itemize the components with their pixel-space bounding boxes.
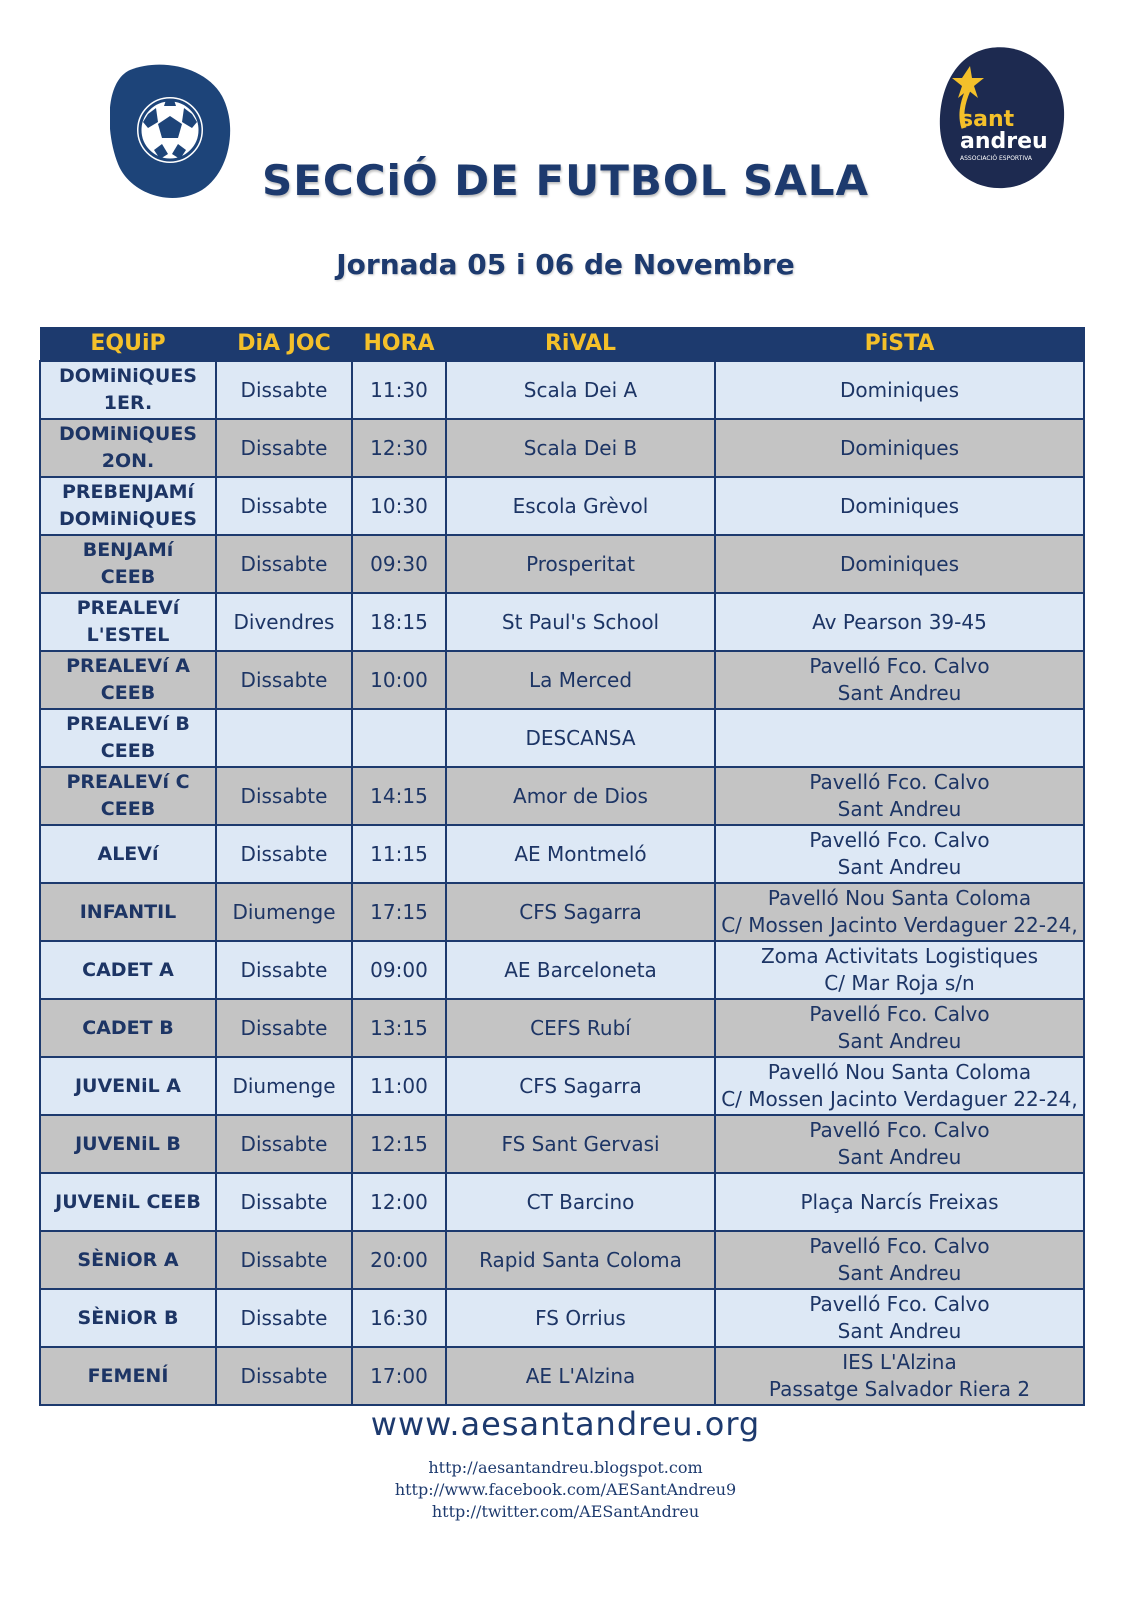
- cell-venue: [715, 1115, 1084, 1173]
- venue-name: Pavelló Nou Santa Coloma: [767, 886, 1032, 910]
- team-name-line: DOMiNiQUES: [58, 508, 197, 530]
- venue-address: Sant Andreu: [837, 855, 962, 879]
- cell-day: Dissabte: [216, 361, 352, 419]
- table-row: [40, 709, 1084, 767]
- venue-name: Pavelló Fco. Calvo: [809, 1002, 990, 1026]
- venue-name: Av Pearson 39-45: [812, 609, 987, 634]
- venue-address: Sant Andreu: [837, 1029, 962, 1053]
- team-name-line: JUVENiL A: [74, 1074, 182, 1097]
- cell-time: 14:15: [352, 767, 446, 825]
- cell-rival: Prosperitat: [446, 535, 715, 593]
- cell-rival: Escola Grèvol: [446, 477, 715, 535]
- blog-link[interactable]: http://aesantandreu.blogspot.com: [428, 1458, 703, 1477]
- cell-team: [40, 1115, 216, 1173]
- cell-rival: FS Orrius: [446, 1289, 715, 1347]
- cell-team: [40, 593, 216, 651]
- cell-day: Divendres: [216, 593, 352, 651]
- cell-time: 12:00: [352, 1173, 446, 1231]
- cell-time: 11:15: [352, 825, 446, 883]
- cell-venue: [715, 1057, 1084, 1115]
- cell-venue: [715, 767, 1084, 825]
- venue-address: Sant Andreu: [837, 681, 962, 705]
- cell-rival: Amor de Dios: [446, 767, 715, 825]
- venue-name: Plaça Narcís Freixas: [800, 1189, 999, 1214]
- cell-day: Dissabte: [216, 651, 352, 709]
- cell-time: 17:00: [352, 1347, 446, 1405]
- cell-time: 12:15: [352, 1115, 446, 1173]
- column-header-day: DiA JOC: [216, 327, 352, 361]
- twitter-link[interactable]: http://twitter.com/AESantAndreu: [431, 1502, 700, 1521]
- team-name-line: FEMENÍ: [87, 1364, 169, 1387]
- team-name-line: CEEB: [100, 798, 156, 820]
- table-row: [40, 1231, 1084, 1289]
- cell-day: Diumenge: [216, 1057, 352, 1115]
- page-title: SECCiÓ DE FUTBOL SALA: [261, 156, 870, 205]
- schedule-body: [40, 361, 1084, 1405]
- cell-time: 20:00: [352, 1231, 446, 1289]
- cell-day: Dissabte: [216, 767, 352, 825]
- table-row: [40, 999, 1084, 1057]
- table-row: [40, 419, 1084, 477]
- cell-team: [40, 825, 216, 883]
- cell-rival: CFS Sagarra: [446, 1057, 715, 1115]
- column-header-rival: RiVAL: [446, 327, 715, 361]
- page-subtitle: Jornada 05 i 06 de Novembre: [336, 248, 795, 281]
- cell-day: Dissabte: [216, 1289, 352, 1347]
- cell-rival: CFS Sagarra: [446, 883, 715, 941]
- venue-address: Passatge Salvador Riera 2: [768, 1377, 1031, 1401]
- cell-venue: [715, 941, 1084, 999]
- cell-day: Dissabte: [216, 535, 352, 593]
- venue-address: Sant Andreu: [837, 1319, 962, 1343]
- logo-text-associacio: ASSOCIACIÓ ESPORTIVA: [960, 155, 1032, 162]
- venue-name: Pavelló Fco. Calvo: [809, 828, 990, 852]
- cell-team: [40, 535, 216, 593]
- table-row: [40, 1347, 1084, 1405]
- cell-rival: DESCANSA: [446, 709, 715, 767]
- cell-team: [40, 1173, 216, 1231]
- table-row: [40, 1289, 1084, 1347]
- venue-name: Pavelló Fco. Calvo: [809, 770, 990, 794]
- cell-rival: AE Montmeló: [446, 825, 715, 883]
- cell-team: [40, 477, 216, 535]
- table-header-row: [40, 327, 1084, 361]
- team-name-line: BENJAMí: [82, 539, 174, 561]
- table-row: [40, 593, 1084, 651]
- venue-name: Dominiques: [839, 435, 959, 460]
- cell-time: 10:30: [352, 477, 446, 535]
- table-row: [40, 361, 1084, 419]
- team-name-line: CEEB: [100, 740, 156, 762]
- cell-time: 09:00: [352, 941, 446, 999]
- cell-day: Dissabte: [216, 1115, 352, 1173]
- cell-team: [40, 1231, 216, 1289]
- team-name-line: INFANTIL: [79, 900, 177, 923]
- team-name-line: PREALEVí A: [66, 655, 190, 677]
- venue-name: Pavelló Fco. Calvo: [809, 1292, 990, 1316]
- team-name-line: L'ESTEL: [86, 624, 170, 646]
- table-row: [40, 477, 1084, 535]
- cell-venue: [715, 709, 1084, 767]
- team-name-line: JUVENiL CEEB: [55, 1190, 201, 1213]
- cell-time: 11:00: [352, 1057, 446, 1115]
- venue-name: Pavelló Fco. Calvo: [809, 1234, 990, 1258]
- cell-day: Dissabte: [216, 419, 352, 477]
- cell-team: [40, 651, 216, 709]
- cell-rival: AE Barceloneta: [446, 941, 715, 999]
- column-header-venue: PiSTA: [715, 327, 1084, 361]
- cell-time: 12:30: [352, 419, 446, 477]
- cell-venue: [715, 361, 1084, 419]
- cell-day: Dissabte: [216, 1173, 352, 1231]
- cell-venue: [715, 825, 1084, 883]
- venue-name: Zoma Activitats Logistiques: [760, 944, 1039, 968]
- cell-time: 18:15: [352, 593, 446, 651]
- team-name-line: SÈNiOR B: [77, 1306, 179, 1329]
- cell-venue: [715, 651, 1084, 709]
- cell-day: Dissabte: [216, 477, 352, 535]
- cell-venue: [715, 1173, 1084, 1231]
- venue-name: Dominiques: [839, 377, 959, 402]
- team-name-line: ALEVí: [97, 842, 159, 865]
- venue-address: Sant Andreu: [837, 797, 962, 821]
- website-url[interactable]: www.aesantandreu.org: [370, 1405, 761, 1443]
- cell-rival: Scala Dei B: [446, 419, 715, 477]
- team-name-line: CADET B: [82, 1016, 174, 1039]
- cell-venue: [715, 883, 1084, 941]
- cell-rival: AE L'Alzina: [446, 1347, 715, 1405]
- cell-venue: [715, 999, 1084, 1057]
- cell-time: 17:15: [352, 883, 446, 941]
- facebook-link[interactable]: http://www.facebook.com/AESantAndreu9: [394, 1480, 737, 1499]
- cell-venue: [715, 1231, 1084, 1289]
- team-name-line: CADET A: [82, 958, 174, 981]
- cell-rival: St Paul's School: [446, 593, 715, 651]
- cell-time: 09:30: [352, 535, 446, 593]
- cell-rival: CEFS Rubí: [446, 999, 715, 1057]
- table-row: [40, 883, 1084, 941]
- cell-time: 11:30: [352, 361, 446, 419]
- cell-time: 16:30: [352, 1289, 446, 1347]
- team-name-line: PREBENJAMí: [61, 481, 195, 503]
- logo-text-andreu: andreu: [960, 129, 1048, 154]
- cell-rival: La Merced: [446, 651, 715, 709]
- venue-address: C/ Mossen Jacinto Verdaguer 22-24,: [721, 1087, 1078, 1111]
- table-row: [40, 535, 1084, 593]
- venue-name: Dominiques: [839, 551, 959, 576]
- cell-day: Dissabte: [216, 941, 352, 999]
- cell-venue: [715, 1347, 1084, 1405]
- cell-day: Dissabte: [216, 825, 352, 883]
- cell-venue: [715, 535, 1084, 593]
- cell-day: Dissabte: [216, 999, 352, 1057]
- venue-name: Pavelló Fco. Calvo: [809, 1118, 990, 1142]
- team-name-line: PREALEVí B: [66, 713, 190, 735]
- team-name-line: PREALEVí: [76, 597, 180, 619]
- table-row: [40, 825, 1084, 883]
- cell-time: [352, 709, 446, 767]
- table-row: [40, 1173, 1084, 1231]
- cell-team: [40, 1289, 216, 1347]
- cell-team: [40, 709, 216, 767]
- cell-time: 13:15: [352, 999, 446, 1057]
- cell-rival: Scala Dei A: [446, 361, 715, 419]
- table-row: [40, 941, 1084, 999]
- venue-address: Sant Andreu: [837, 1261, 962, 1285]
- cell-team: [40, 1057, 216, 1115]
- cell-venue: [715, 1289, 1084, 1347]
- cell-team: [40, 883, 216, 941]
- schedule-table: [39, 327, 1085, 1406]
- cell-venue: [715, 593, 1084, 651]
- cell-time: 10:00: [352, 651, 446, 709]
- cell-team: [40, 941, 216, 999]
- cell-day: Dissabte: [216, 1347, 352, 1405]
- cell-team: [40, 767, 216, 825]
- venue-address: C/ Mar Roja s/n: [824, 971, 975, 995]
- cell-venue: [715, 419, 1084, 477]
- table-row: [40, 1115, 1084, 1173]
- table-row: [40, 651, 1084, 709]
- cell-rival: CT Barcino: [446, 1173, 715, 1231]
- cell-rival: FS Sant Gervasi: [446, 1115, 715, 1173]
- venue-name: Pavelló Fco. Calvo: [809, 654, 990, 678]
- team-name-line: PREALEVí C: [66, 771, 190, 793]
- table-row: [40, 767, 1084, 825]
- team-name-line: DOMiNiQUES 2ON.: [58, 423, 197, 472]
- column-header-time: HORA: [352, 327, 446, 361]
- team-name-line: DOMiNiQUES 1ER.: [58, 365, 197, 414]
- venue-name: Dominiques: [839, 493, 959, 518]
- cell-team: [40, 1347, 216, 1405]
- team-name-line: CEEB: [100, 682, 156, 704]
- venue-address: Sant Andreu: [837, 1145, 962, 1169]
- cell-team: [40, 361, 216, 419]
- venue-address: C/ Mossen Jacinto Verdaguer 22-24,: [721, 913, 1078, 937]
- venue-name: IES L'Alzina: [842, 1350, 957, 1374]
- cell-day: [216, 709, 352, 767]
- cell-day: Diumenge: [216, 883, 352, 941]
- cell-rival: Rapid Santa Coloma: [446, 1231, 715, 1289]
- cell-day: Dissabte: [216, 1231, 352, 1289]
- team-name-line: CEEB: [100, 566, 156, 588]
- team-name-line: JUVENiL B: [75, 1132, 181, 1155]
- cell-venue: [715, 477, 1084, 535]
- cell-team: [40, 419, 216, 477]
- table-row: [40, 1057, 1084, 1115]
- team-name-line: SÈNiOR A: [77, 1248, 179, 1271]
- venue-name: Pavelló Nou Santa Coloma: [767, 1060, 1032, 1084]
- column-header-team: EQUiP: [40, 327, 216, 361]
- cell-team: [40, 999, 216, 1057]
- logo-text-sant: sant: [960, 107, 1015, 132]
